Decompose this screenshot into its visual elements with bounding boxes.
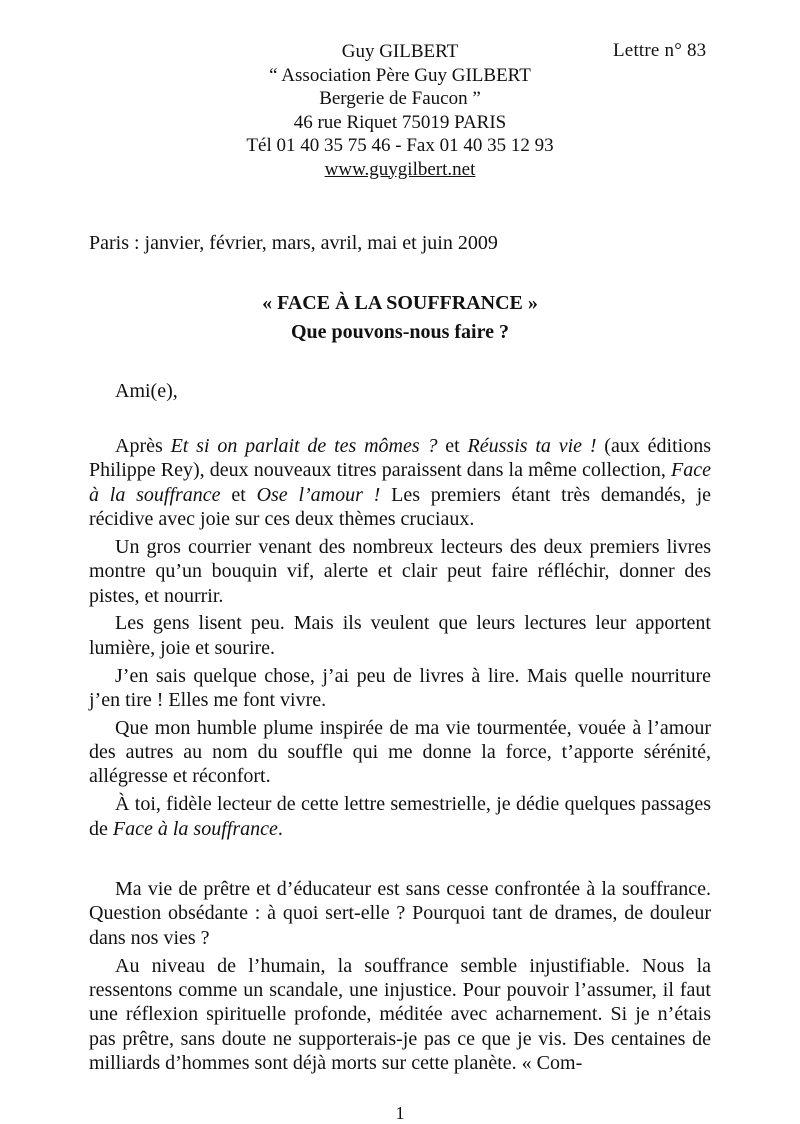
page-number: 1 (395, 1103, 405, 1123)
paragraph-6 (89, 792, 711, 841)
letter-number: Lettre n° 83 (613, 40, 707, 61)
paragraph-2: Un gros courrier venant des nombreux lecteurs des deux premiers livres montre qu’un bouquin vif, alerte et clair peut faire réfléchir, donner des pistes, et nourrir. (89, 535, 711, 607)
book-title: Face à la souffrance (112, 817, 278, 840)
paragraph-5: Que mon humble plume inspirée de ma vie tourmentée, vouée à l’amour des autres au nom du souffle qui me donne la force, t’apporte sérénité, allégresse et réconfort. (89, 716, 711, 788)
phone-fax: Tél 01 40 35 75 46 - Fax 01 40 35 12 93 (246, 135, 554, 156)
paragraph-7: Ma vie de prêtre et d’éducateur est sans cesse confrontée à la souffrance. Question obsédante : à quoi sert-elle ? Pourquoi tant de drames, de douleur dans nos vies ? (89, 878, 711, 949)
title-subtitle: Que pouvons-nous faire ? (290, 321, 509, 343)
sender-header (200, 40, 600, 181)
website-link[interactable]: www.guygilbert.net (324, 158, 476, 180)
paragraph-1 (89, 434, 711, 532)
text-run: (aux éditions Philippe Rey), deux nouveaux titres paraissent dans la même collection, (89, 435, 711, 482)
body-section-intro (89, 434, 711, 844)
paragraph-8: Au niveau de l’humain, la souffrance semble injustifiable. Nous la ressentons comme un scandale, une injustice. Pour pouvoir l’assumer, il faut une réflexion spirituelle profonde, méditée avec acharnement. Si je n’étais pas prêtre, sans doute ne supporterais-je pas ce que je vis. Des centaines de milliards d’hommes sont déjà morts sur cette planète. « Com- (89, 954, 711, 1075)
text-run: . (277, 817, 283, 840)
salutation: Ami(e), (115, 380, 178, 402)
book-title: Réussis ta vie ! (467, 435, 597, 457)
book-title: Et si on parlait de tes mômes ? (170, 435, 438, 457)
text-run: et (437, 435, 468, 457)
book-title: Face à la souffrance (89, 459, 711, 506)
text-run: et (220, 483, 257, 506)
text-run: À toi, fidèle lecteur de cette lettre semestrielle, je dédie quelques passages de (89, 793, 711, 840)
body-section-excerpt (89, 877, 711, 1079)
association-name: “ Association Père Guy GILBERT (269, 64, 531, 86)
paragraph-3: Les gens lisent peu. Mais ils veulent que leurs lectures leur apportent lumière, joie et sourire. (89, 612, 711, 659)
date-line: Paris : janvier, février, mars, avril, mai et juin 2009 (89, 232, 498, 254)
text-run: Après (115, 435, 171, 457)
title-main: « FACE À LA SOUFFRANCE » (262, 292, 538, 314)
letter-title (0, 289, 800, 347)
book-title: Ose l’amour ! (256, 483, 381, 506)
street-address: 46 rue Riquet 75019 PARIS (293, 111, 507, 133)
sender-name: Guy GILBERT (341, 41, 459, 62)
association-place: Bergerie de Faucon ” (319, 88, 481, 109)
text-run: Les premiers étant très demandés, je récidive avec joie sur ces deux thèmes cruciaux. (89, 483, 711, 531)
paragraph-4: J’en sais quelque chose, j’ai peu de livres à lire. Mais quelle nourriture j’en tire ! Elles me font vivre. (89, 664, 711, 711)
